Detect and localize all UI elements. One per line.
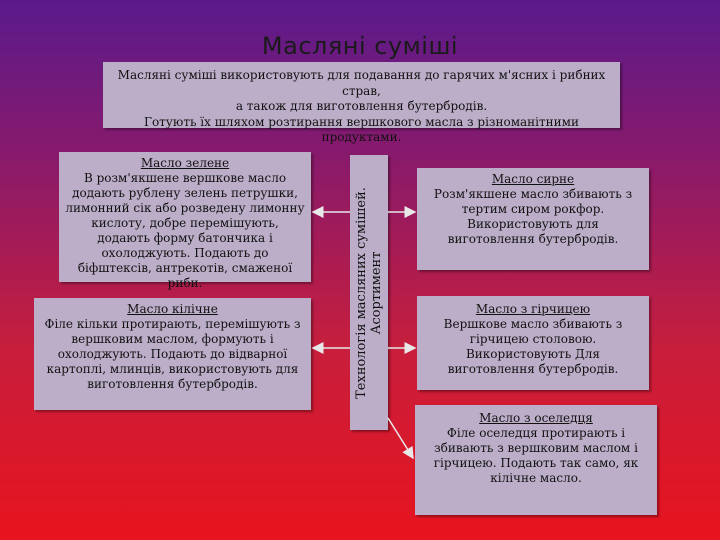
sprat-butter-title: Масло кілічне xyxy=(127,302,218,316)
mustard-butter-title: Масло з гірчицею xyxy=(475,302,591,316)
intro-text: Масляні суміші використовують для подавання до гарячих м'ясних і рибних страв, а також для виготовлення бутербродів. Готують їх шляхом розтирання вершкового масла з різноманітними продуктами. xyxy=(117,68,606,144)
green-butter-text: В розм'якшене вершкове масло додають рублену зелень петрушки, лимонний сік або розведену лимонну кислоту, добре перемішують, додають форму батончика і охолоджують. Подають до біфштексів, антрекотів, смаженої риби. xyxy=(65,171,305,290)
arrow-to-herring xyxy=(388,418,413,458)
center-topic-line2: Асортимент xyxy=(369,251,384,334)
sprat-butter-text: Філе кільки протирають, перемішують з вершковим маслом, формують і охолоджують. Подають до відварної картоплі, млинців, використовують для виготовлення бутербродів. xyxy=(44,317,301,391)
herring-butter-text: Філе оселедця протирають і збивають з вершковим маслом і гірчицею. Подають так само, як кілічне масло. xyxy=(433,426,639,485)
cheese-butter-title: Масло сирне xyxy=(491,172,575,186)
center-topic-line1: Технологія масляних сумішей. xyxy=(354,186,369,399)
green-butter-title: Масло зелене xyxy=(140,156,230,170)
cheese-butter-text: Розм'якшене масло збивають з тертим сиром рокфор. Використовують для виготовлення бутербродів. xyxy=(433,187,633,246)
slide-title: Масляні суміші xyxy=(261,32,459,60)
herring-butter-title: Масло з оселедця xyxy=(479,411,593,425)
mustard-butter-text: Вершкове масло збивають з гірчицею столовою. Використовують Для виготовлення бутербродів. xyxy=(443,317,623,376)
